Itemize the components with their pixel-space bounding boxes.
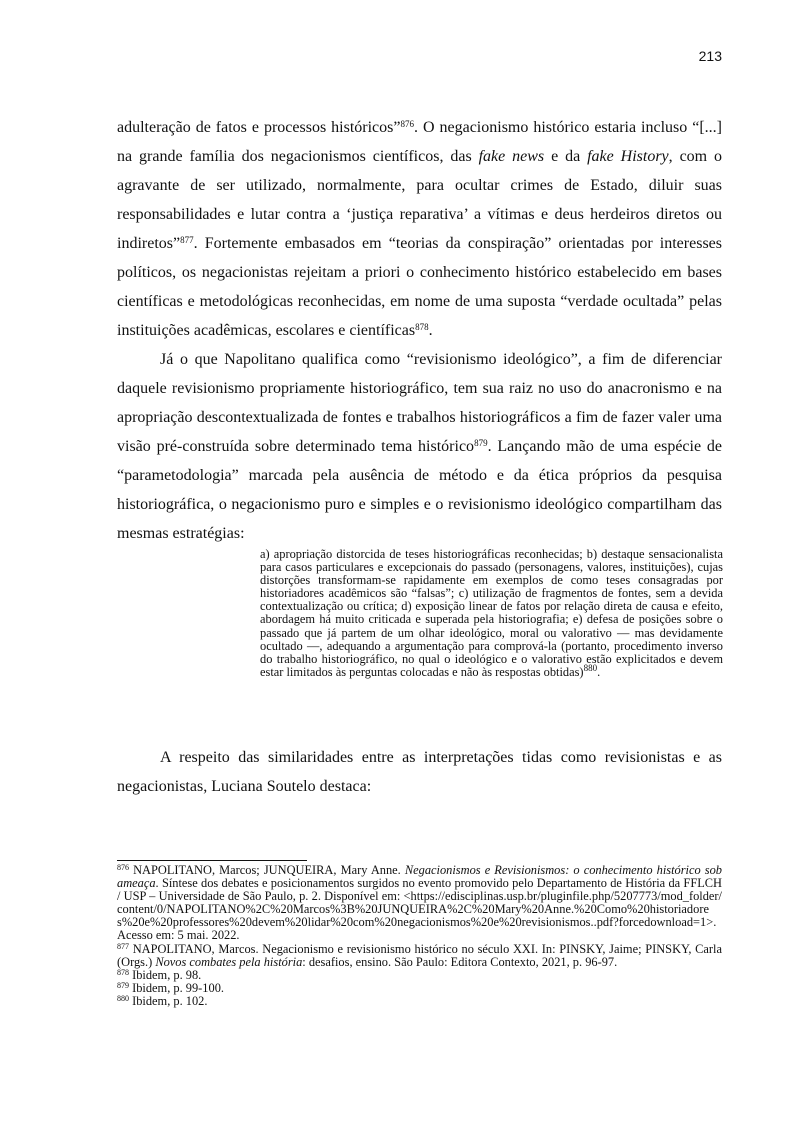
footnote-ref-877[interactable]: 877 — [180, 235, 194, 245]
paragraph-1: adulteração de fatos e processos históricos”$^{876}$. O negacionismo histórico estaria incluso “[...] na grande família dos negacionismos científicos, das fake news e da fake History, com o agravante de ser utilizado, normalmente, para ocultar crimes de Estado, diluir suas responsabilidades e lutar contra a ‘justiça reparativa’ a vítimas e deus herdeiros diretos ou indiretos”$^{877}$. Fortemente embasados em “teorias da conspiração” orientadas por interesses políticos, os negacionistas rejeitam a priori o conhecimento histórico estabelecido em bases científicas e metodológicas reconhecidas, em nome de uma suposta “verdade ocultada” pelas instituições acadêmicas, escolares e científicas$^{878}$. — [117, 119, 723, 339]
footnote-877: $^{877}$ NAPOLITANO, Marcos. Negacionismo e revisionismo histórico no século XXI. In: PINSKY, Jaime; PINSKY, Carla (Orgs.) Novos combates pela história: desafios, ensino. São Paulo: Editora Contexto, 2021, p. 96-97. — [117, 941, 722, 969]
body-text-continued — [117, 743, 722, 801]
page-number: 213 — [698, 48, 722, 64]
footnote-880: $^{880}$ Ibidem, p. 102. — [117, 993, 208, 1008]
body-text — [117, 113, 722, 548]
block-quote: a) apropriação distorcida de teses historiográficas reconhecidas; b) destaque sensacionalista para casos particulares e excepcionais do passado (personagens, valores, instituições), cujas distorções transformam-se rapidamente em exemplos de como teses consagradas por historiadores acadêmicos são “falsas”; c) utilização de fragmentos de fontes, sem a devida contextualização ou crítica; d) exposição linear de fatos por relação direta de causa e efeito, abordagem há muito criticada e superada pela historiografia; e) defesa de posições sobre o passado que já partem de um olhar ideológico, moral ou valorativo — mas devidamente ocultado —, adequando a argumentação para comprová-la (portanto, procedimento inverso do trabalho historiográfico, no qual o ideológico e o valorativo estão explicitados e devem estar limitados às perguntas colocadas e não às respostas obtidas)$^{880}$. — [260, 547, 723, 679]
footnote-ref-879[interactable]: 879 — [474, 438, 488, 448]
paragraph-2: Já o que Napolitano qualifica como “revisionismo ideológico”, a fim de diferenciar daquele revisionismo propriamente historiográfico, tem sua raiz no uso do anacronismo e na apropriação descontextualizada de fontes e trabalhos historiográficos a fim de fazer valer uma visão pré-construída sobre determinado tema histórico$^{879}$. Lançando mão de uma espécie de “parametodologia” marcada pela ausência de método e da ética próprios da pesquisa historiográfica, o negacionismo puro e simples e o revisionismo ideológico compartilham das mesmas estratégias: — [117, 351, 723, 542]
footnote-ref-876[interactable]: 876 — [400, 119, 414, 129]
footnote-876: $^{876}$ NAPOLITANO, Marcos; JUNQUEIRA, Mary Anne. Negacionismos e Revisionismos: o conhecimento histórico sob ameaça. Síntese dos debates e posicionamentos surgidos no evento promovido pelo Departamento de História da FFLCH / USP – Universidade de São Paulo, p. 2. Disponível em: <https://edisciplinas.usp.br/pluginfile.php/5207773/mod_folder/content/0/NAPOLITANO%2C%20Marcos%3B%20JUNQUEIRA%2C%20Mary%20Anne.%20Como%20historiadores%20e%20professores%20devem%20lidar%20com%20negacionismos%20e%20revisionismos..pdf?forcedownload=1>. Acesso em: 5 mai. 2022. — [117, 863, 722, 943]
footnote-ref-878[interactable]: 878 — [415, 322, 429, 332]
footnote-ref-880[interactable]: 880 — [583, 662, 598, 673]
footnote-separator — [117, 860, 307, 861]
footnotes — [117, 864, 722, 1008]
footnote-879: $^{879}$ Ibidem, p. 99-100. — [117, 980, 224, 995]
footnote-link[interactable]: <https://edisciplinas.usp.br/pluginfile.php/5207773/mod_folder/content/0/NAPOLITANO%2C%20Marcos%3B%20JUNQUEIRA%2C%20Mary%20Anne.%20Como%20historiadores%20e%20professores%20devem%20lidar%20com%20negacionismos%20e%20revisionismos..pdf?forcedownload=1> — [117, 889, 722, 930]
footnote-878: $^{878}$ Ibidem, p. 98. — [117, 967, 202, 982]
paragraph-3: A respeito das similaridades entre as interpretações tidas como revisionistas e as negacionistas, Luciana Soutelo destaca: — [117, 749, 722, 795]
